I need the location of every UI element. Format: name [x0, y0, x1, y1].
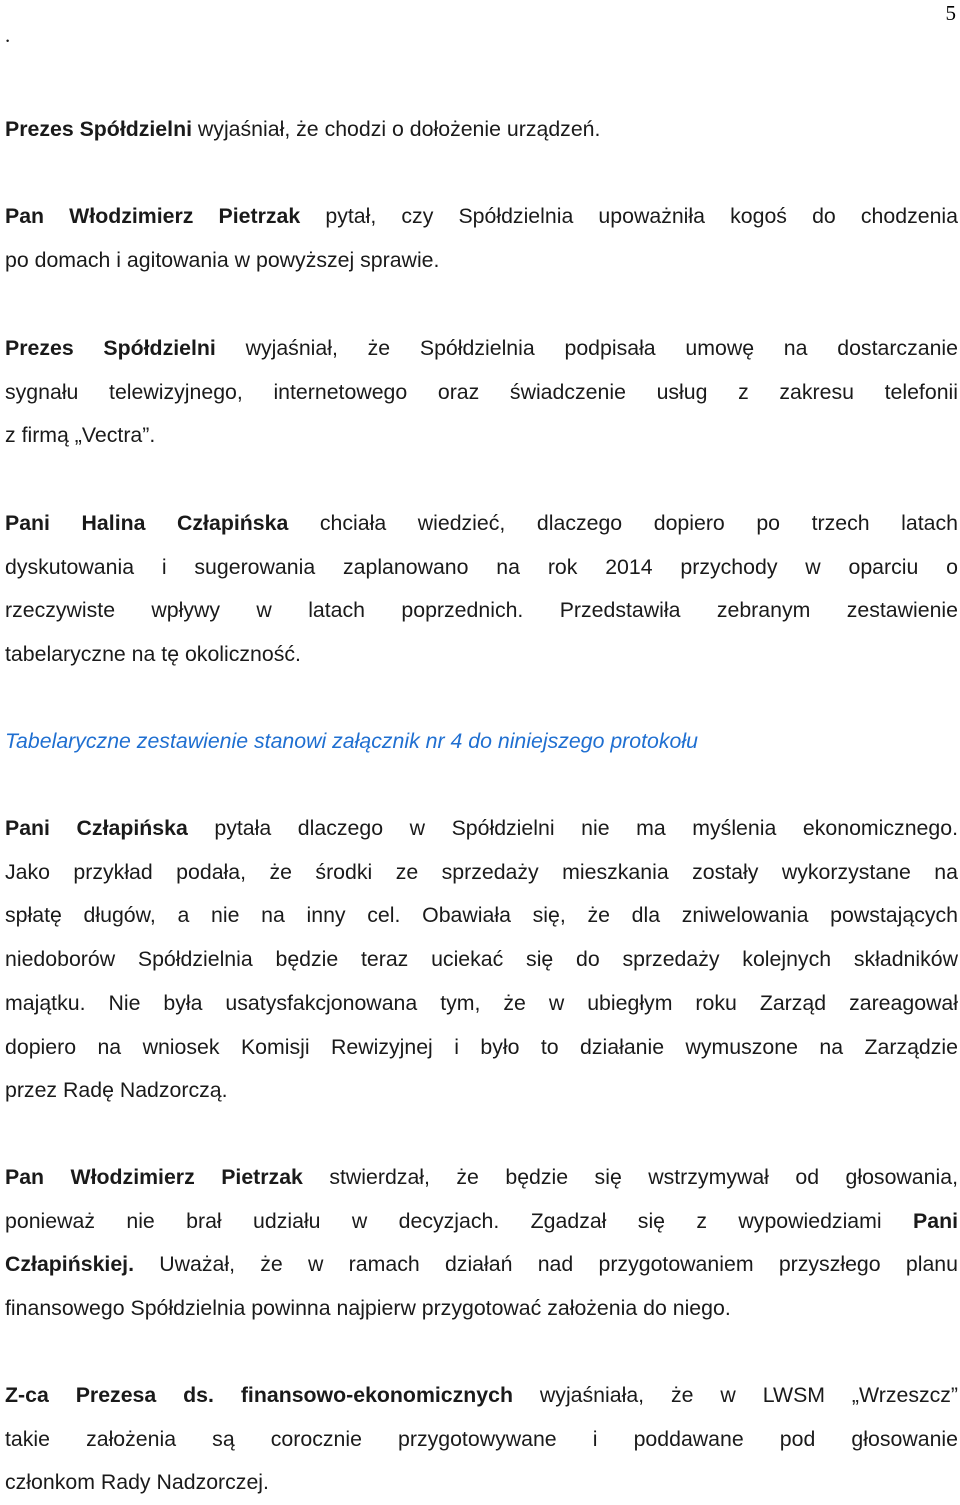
speaker-name: Pan Włodzimierz Pietrzak	[5, 204, 301, 228]
paragraph-line: majątku. Nie była usatysfakcjonowana tym, że w ubiegłym roku Zarząd zareagował	[5, 990, 958, 1015]
paragraph-line: Pani Człapińska pytała dlaczego w Spółdzielni nie ma myślenia ekonomicznego.	[5, 816, 958, 840]
leading-mark: .	[5, 23, 11, 47]
paragraph-line: tabelaryczne na tę okoliczność.	[5, 642, 301, 667]
paragraph-line: Pani Halina Człapińska chciała wiedzieć, dlaczego dopiero po trzech latach	[5, 511, 958, 535]
speaker-role: finansowo-ekonomicznych	[213, 1383, 513, 1407]
paragraph-2	[5, 195, 958, 282]
speaker-name: Z-ca Prezesa ds.	[5, 1383, 214, 1407]
attachment-note-text: Tabelaryczne zestawienie stanowi załącznik nr 4 do niniejszego protokołu	[5, 729, 698, 753]
paragraph-line: ponieważ nie brał udziału w decyzjach. Zgadzał się z wypowiedziami Pani	[5, 1208, 958, 1233]
paragraph-line: finansowego Spółdzielnia powinna najpierw przygotować założenia do niego.	[5, 1296, 731, 1321]
paragraph-line: Prezes Spółdzielni wyjaśniał, że chodzi o dołożenie urządzeń.	[5, 117, 601, 141]
speaker-name: Pani Człapińska	[5, 816, 188, 840]
paragraph-6	[5, 807, 958, 1113]
paragraph-8	[5, 1374, 958, 1505]
paragraph-line: sygnału telewizyjnego, internetowego oraz świadczenie usług z zakresu telefonii	[5, 379, 958, 404]
paragraph-line: z firmą „Vectra”.	[5, 423, 156, 448]
speaker-name: Człapińskiej.	[5, 1252, 135, 1277]
paragraph-line: Pan Włodzimierz Pietrzak stwierdzał, że będzie się wstrzymywał od głosowania,	[5, 1165, 958, 1189]
paragraph-7	[5, 1156, 958, 1331]
paragraph-4	[5, 502, 958, 677]
speaker-name: Pani	[913, 1208, 958, 1233]
paragraph-line: rzeczywiste wpływy w latach poprzednich. Przedstawiła zebranym zestawienie	[5, 598, 958, 623]
paragraph-line: Jako przykład podała, że środki ze sprzedaży mieszkania zostały wykorzystane na	[5, 859, 958, 884]
paragraph-line: Z-ca Prezesa ds. finansowo-ekonomicznych wyjaśniała, że w LWSM „Wrzeszcz”	[5, 1383, 959, 1407]
paragraph-line: po domach i agitowania w powyższej sprawie.	[5, 247, 440, 272]
paragraph-line: niedoborów Spółdzielnia będzie teraz uciekać się do sprzedaży kolejnych składników	[5, 947, 958, 972]
paragraph-1	[5, 108, 958, 152]
speaker-name: Pani Halina Człapińska	[5, 511, 289, 535]
paragraph-3	[5, 327, 958, 458]
paragraph-line: spłatę długów, a nie na inny cel. Obawiała się, że dla zniwelowania powstających	[5, 903, 958, 928]
page-number: 5	[945, 1, 956, 25]
speaker-name: Prezes Spółdzielni	[5, 336, 216, 360]
speaker-name: Prezes Spółdzielni	[5, 117, 192, 141]
paragraph-line: Prezes Spółdzielni wyjaśniał, że Spółdzielnia podpisała umowę na dostarczanie	[5, 336, 958, 360]
speaker-name: Pan Włodzimierz Pietrzak	[5, 1165, 303, 1189]
attachment-note	[5, 720, 958, 764]
paragraph-line: takie założenia są corocznie przygotowywane i poddawane pod głosowanie	[5, 1426, 958, 1451]
paragraph-line: dyskutowania i sugerowania zaplanowano na rok 2014 przychody w oparciu o	[5, 554, 958, 579]
paragraph-line: członkom Rady Nadzorczej.	[5, 1470, 269, 1495]
paragraph-line: Człapińskiej. Uważał, że w ramach działań nad przygotowaniem przyszłego planu	[5, 1252, 958, 1277]
paragraph-line: dopiero na wniosek Komisji Rewizyjnej i było to działanie wymuszone na Zarządzie	[5, 1034, 958, 1059]
paragraph-line: Pan Włodzimierz Pietrzak pytał, czy Spółdzielnia upoważniła kogoś do chodzenia	[5, 204, 958, 228]
paragraph-line: przez Radę Nadzorczą.	[5, 1078, 228, 1103]
